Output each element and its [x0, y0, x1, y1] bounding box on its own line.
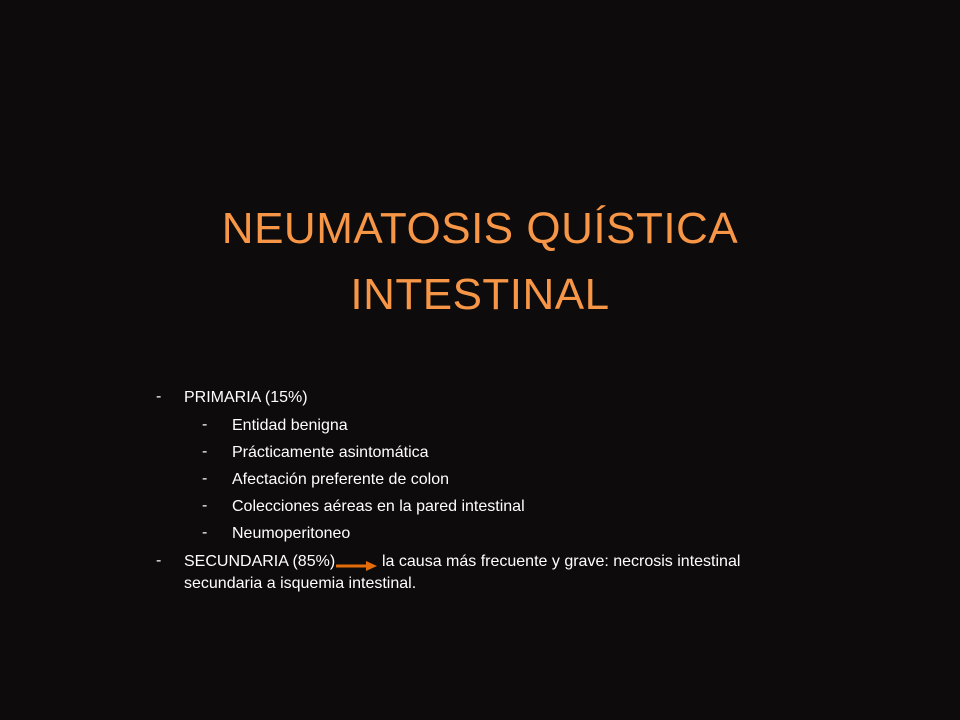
- list-item: Entidad benigna: [232, 417, 348, 434]
- right-arrow-icon: [336, 558, 378, 572]
- bullet-dash: -: [202, 416, 208, 433]
- bullet-dash: -: [202, 524, 208, 541]
- list-item: Afectación preferente de colon: [232, 471, 450, 488]
- slide-title-line-2: INTESTINAL: [350, 270, 610, 319]
- list-item: Neumoperitoneo: [232, 525, 351, 542]
- bullet-dash: -: [156, 552, 162, 569]
- list-item: Prácticamente asintomática: [232, 444, 429, 461]
- bullet-dash: -: [156, 388, 162, 405]
- bullet-dash: -: [202, 497, 208, 514]
- list-item-secundaria: SECUNDARIA (85%): [184, 553, 336, 570]
- slide-title: [0, 196, 960, 328]
- bullet-dash: -: [202, 443, 208, 460]
- bullet-dash: -: [202, 470, 208, 487]
- slide-title-line-1: NEUMATOSIS QUÍSTICA: [221, 204, 739, 253]
- list-item-primaria: PRIMARIA (15%): [184, 389, 308, 406]
- secundaria-continuation: la causa más frecuente y grave: necrosis intestinal: [382, 553, 741, 570]
- secundaria-continuation-line-2: secundaria a isquemia intestinal.: [184, 575, 417, 592]
- list-item: Colecciones aéreas en la pared intestinal: [232, 498, 525, 515]
